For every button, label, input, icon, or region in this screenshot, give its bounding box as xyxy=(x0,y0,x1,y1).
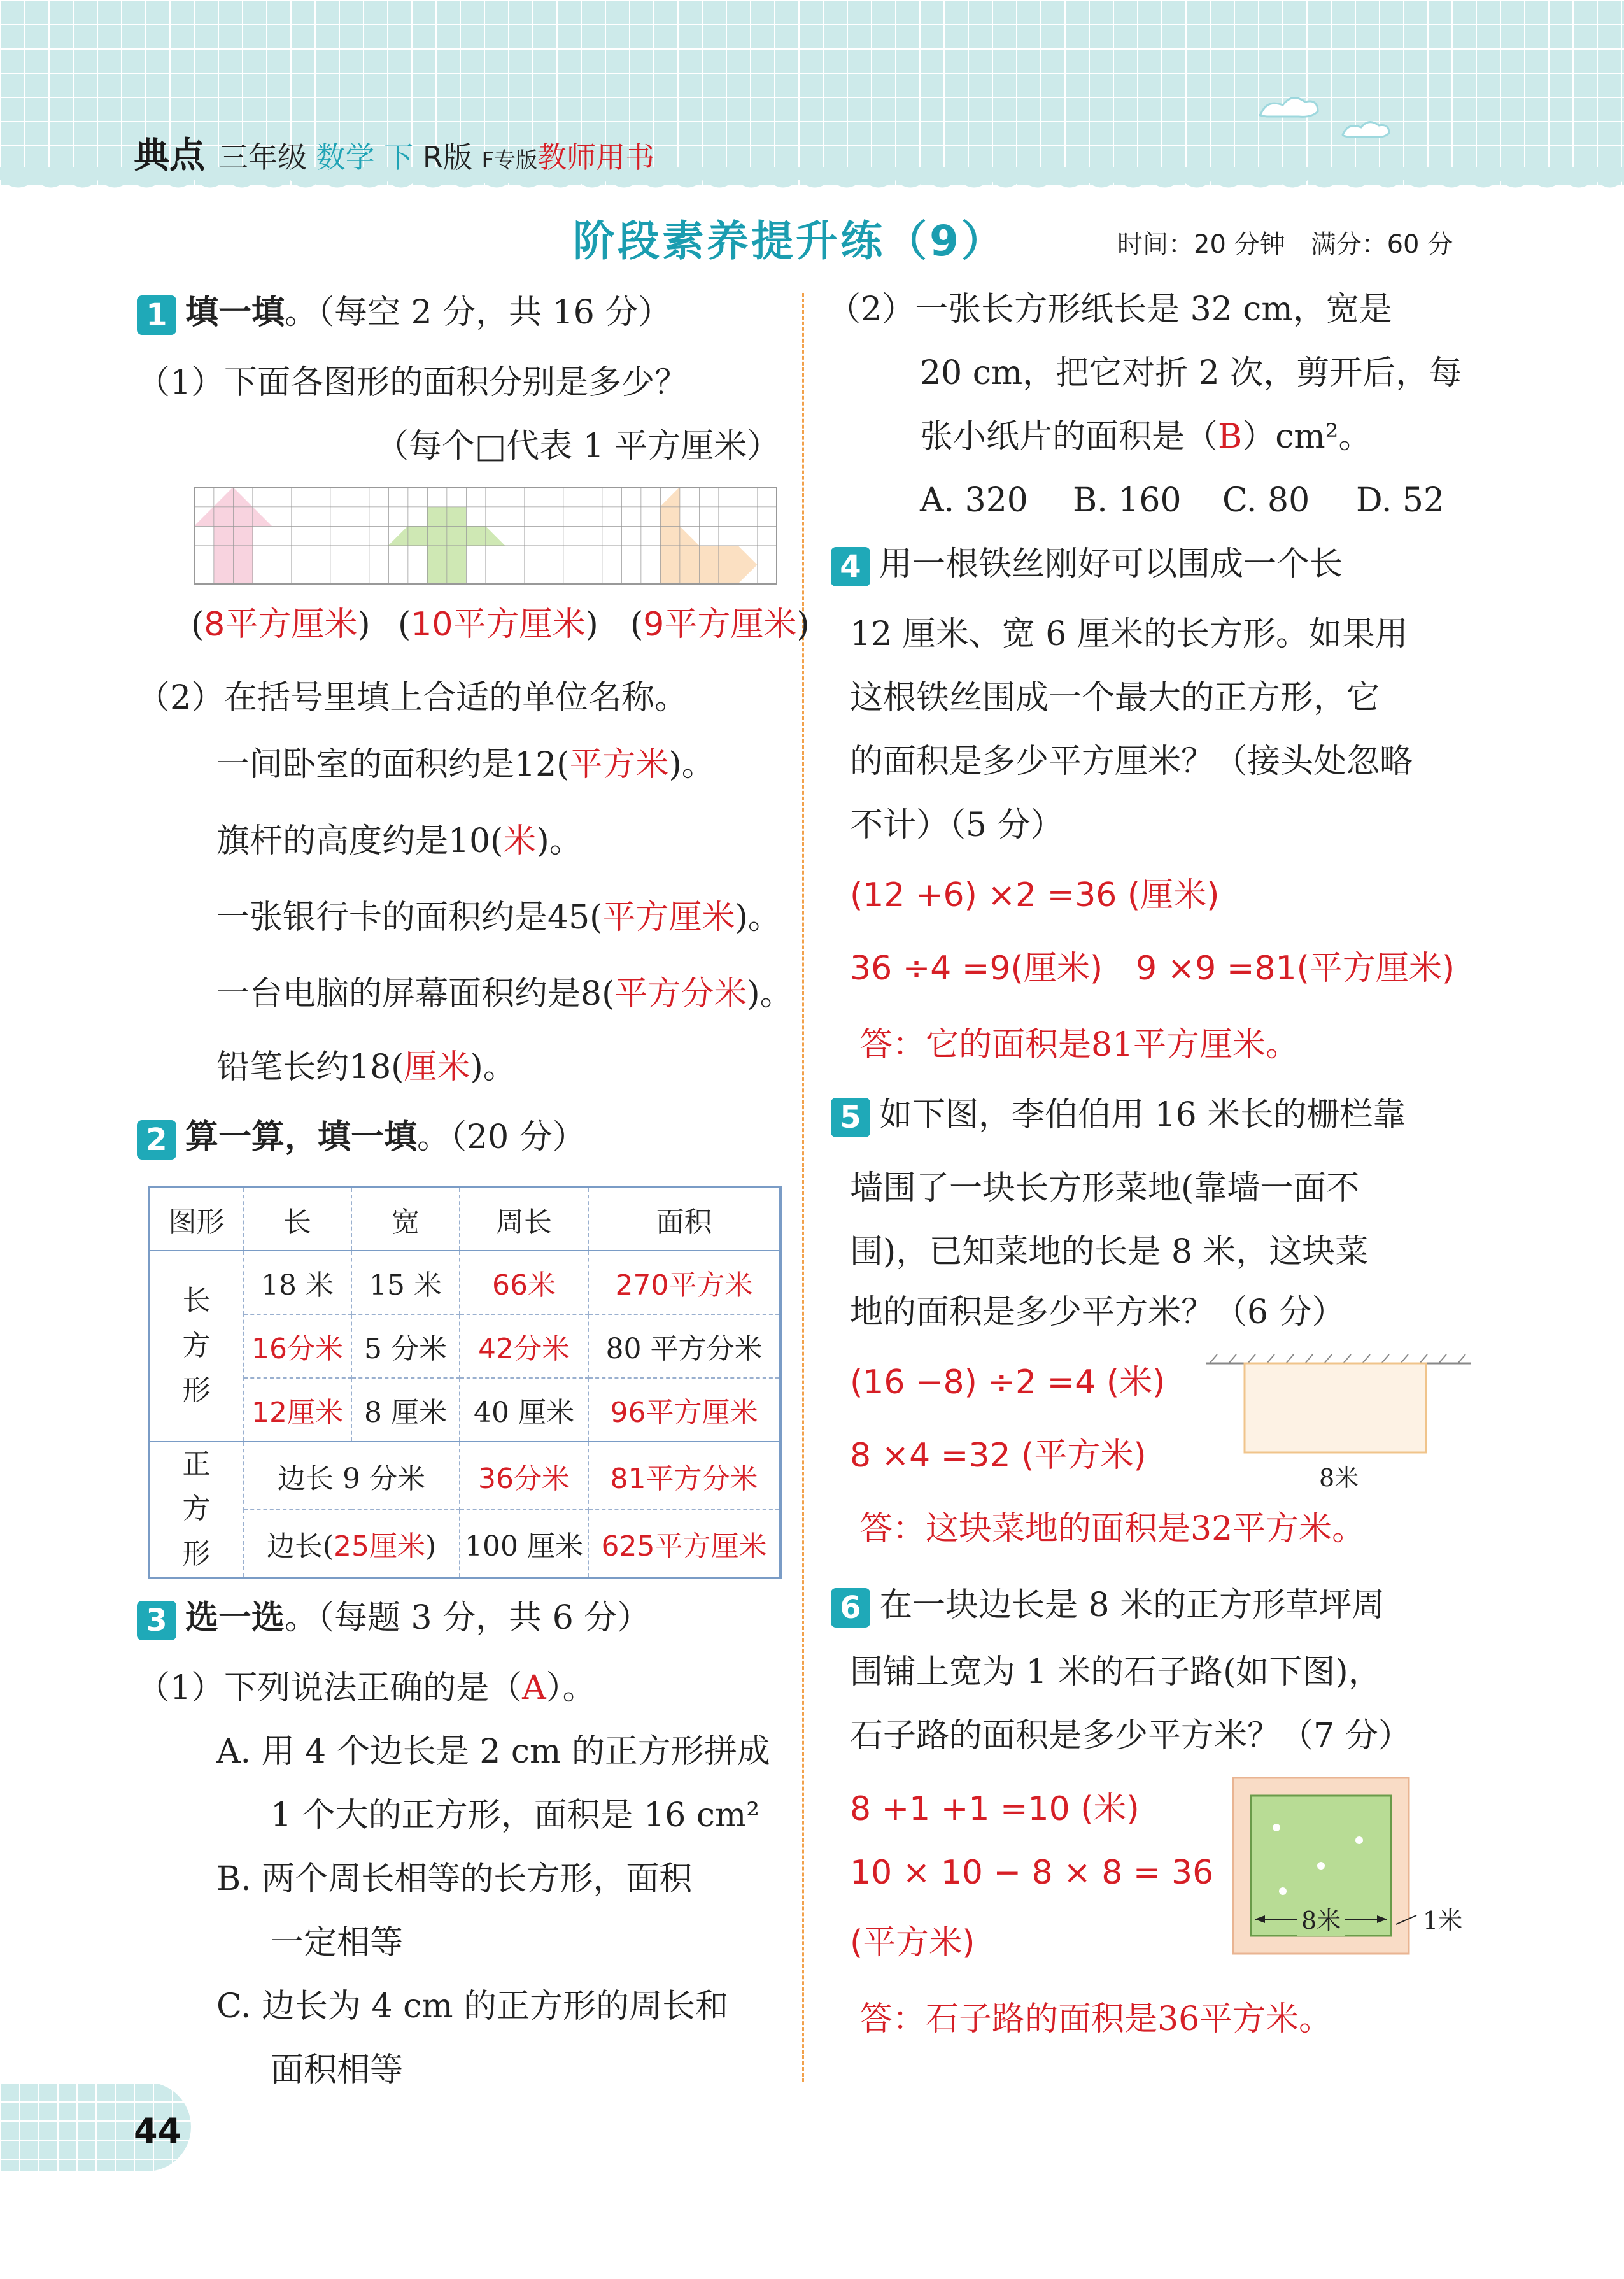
table-header: 宽 xyxy=(351,1187,460,1251)
q4-heading xyxy=(831,544,1343,586)
q1-score: 。（每空 2 分，共 16 分） xyxy=(285,294,672,332)
q6-answer: 答：石子路的面积是36平方米。 xyxy=(859,2000,1332,2038)
q3-sub2-option-c: C. 80 xyxy=(1222,481,1310,520)
q1-sub1: （1）下面各图形的面积分别是多少？ xyxy=(137,364,688,402)
q3-number: 3 xyxy=(137,1601,176,1640)
q3-sub2-option-a: A. 320 xyxy=(920,481,1028,520)
q6-text-line: 围铺上宽为 1 米的石子路(如下图)， xyxy=(850,1653,1381,1691)
q5-text-line: 地的面积是多少平方米？（6 分） xyxy=(850,1293,1345,1331)
table-cell: 40 厘米 xyxy=(460,1378,588,1442)
q3-option-b-cont: 一定相等 xyxy=(271,1924,404,1962)
q1-sub1-note: （每个□代表 1 平方厘米） xyxy=(376,427,780,465)
q4-number: 4 xyxy=(831,547,870,586)
q1-heading xyxy=(137,293,671,335)
unit-line-4: 一台电脑的屏幕面积约是8(平方分米)。 xyxy=(216,975,793,1013)
table-header: 图形 xyxy=(149,1187,243,1251)
q3-sub2-option-b: B. 160 xyxy=(1073,481,1182,520)
q2-title: 算一算，填一填 xyxy=(185,1118,418,1156)
q4-answer: 答：它的面积是81平方厘米。 xyxy=(859,1026,1299,1064)
unit-line-1: 一间卧室的面积约是12(平方米)。 xyxy=(216,746,715,784)
q3-title: 选一选 xyxy=(185,1599,285,1637)
table-cell-answer: 96平方厘米 xyxy=(588,1378,780,1442)
table-cell-answer: 81平方分米 xyxy=(588,1442,780,1510)
subject-label: 数学 下 xyxy=(316,140,414,174)
table-cell: 100 厘米 xyxy=(460,1510,588,1578)
lawn-side-label: 8米 xyxy=(1297,1901,1345,1936)
path-width-label: 1米 xyxy=(1423,1906,1463,1935)
page-title: 阶段素养提升练（9） xyxy=(573,217,1006,266)
q4-text-line: 不计）（5 分） xyxy=(850,806,1064,844)
q4-text-line: 的面积是多少平方厘米？（接头处忽略 xyxy=(850,742,1413,781)
q3-score: 。（每题 3 分，共 6 分） xyxy=(285,1599,651,1637)
q6-solution-2: 10 × 10 − 8 × 8 = 36 xyxy=(850,1854,1214,1892)
table-header: 长 xyxy=(243,1187,351,1251)
q1-title: 填一填 xyxy=(185,294,285,332)
q5-text-line: 围)，已知菜地的长是 8 米，这块菜 xyxy=(850,1233,1369,1271)
table-cell: 8 厘米 xyxy=(351,1378,460,1442)
vegetable-garden-figure xyxy=(1203,1353,1477,1461)
q3-option-a-cont: 1 个大的正方形，面积是 16 cm² xyxy=(271,1796,760,1835)
q5-solution-1: (16 −8) ÷2 =4 (米) xyxy=(850,1363,1166,1402)
q3-option-a: A. 用 4 个边长是 2 cm 的正方形拼成 xyxy=(216,1733,770,1771)
table-cell-answer: 42分米 xyxy=(460,1314,588,1378)
table-cell-answer: 16分米 xyxy=(243,1314,351,1378)
rect-square-table xyxy=(148,1186,782,1579)
q6-solution-1: 8 +1 +1 =10 (米) xyxy=(850,1790,1140,1828)
table-cell-answer: 270平方米 xyxy=(588,1251,780,1314)
lawn-path-figure xyxy=(1232,1777,1423,1968)
table-cell-answer: 36分米 xyxy=(460,1442,588,1510)
q5-text-line: 墙围了一块长方形菜地(靠墙一面不 xyxy=(850,1169,1360,1207)
cloud-decoration-icon xyxy=(1248,89,1413,153)
book-header xyxy=(134,127,654,178)
q4-solution-2: 36 ÷4 =9(厘米) 9 ×9 =81(平方厘米) xyxy=(850,949,1455,988)
edition-label: R版 xyxy=(422,140,472,174)
row-label-rectangle: 长方形 xyxy=(149,1251,243,1442)
teacher-book-label: 教师用书 xyxy=(537,140,655,174)
grade-label: 三年级 xyxy=(219,140,307,174)
grid-shapes-figure xyxy=(194,487,780,592)
unit-line-5: 铅笔长约18(厘米)。 xyxy=(216,1048,516,1086)
q5-heading xyxy=(831,1095,1406,1137)
q6-heading xyxy=(831,1586,1385,1628)
q2-number: 2 xyxy=(137,1120,176,1160)
q3-sub2-option-d: D. 52 xyxy=(1356,481,1445,520)
q5-answer: 答：这块菜地的面积是32平方米。 xyxy=(859,1510,1366,1548)
page-number: 44 xyxy=(134,2111,182,2151)
special-edition-label: F专版 xyxy=(481,148,538,173)
q6-text-line: 在一块边长是 8 米的正方形草坪周 xyxy=(879,1586,1385,1624)
q3-sub2-line3: 张小纸片的面积是（B）cm²。 xyxy=(920,418,1372,456)
garden-length-label: 8米 xyxy=(1319,1464,1359,1492)
q3-sub2-line2: 20 cm，把它对折 2 次，剪开后，每 xyxy=(920,354,1462,392)
table-cell: 15 米 xyxy=(351,1251,460,1314)
q3-option-b: B. 两个周长相等的长方形，面积 xyxy=(216,1860,693,1898)
q1-number: 1 xyxy=(137,295,176,335)
q5-solution-2: 8 ×4 =32 (平方米) xyxy=(850,1437,1147,1475)
q4-text-line: 这根铁丝围成一个最大的正方形，它 xyxy=(850,679,1380,717)
q3-option-c-cont: 面积相等 xyxy=(271,2051,404,2089)
q6-solution-3: (平方米) xyxy=(850,1924,975,1962)
q3-sub2-line1: （2）一张长方形纸长是 32 cm，宽是 xyxy=(828,290,1392,329)
q5-number: 5 xyxy=(831,1098,870,1137)
brand-logo: 典点 xyxy=(134,135,205,176)
table-cell: 边长(25厘米) xyxy=(243,1510,460,1578)
q2-heading xyxy=(137,1118,586,1160)
q5-text-line: 如下图，李伯伯用 16 米长的栅栏靠 xyxy=(879,1096,1406,1134)
area-answer-1: (8平方厘米) xyxy=(191,606,371,644)
table-cell: 5 分米 xyxy=(351,1314,460,1378)
column-divider xyxy=(802,293,804,2082)
table-header: 周长 xyxy=(460,1187,588,1251)
table-cell-answer: 12厘米 xyxy=(243,1378,351,1442)
q3-heading xyxy=(137,1598,650,1640)
q6-text-line: 石子路的面积是多少平方米？（7 分） xyxy=(850,1717,1411,1755)
q3-sub1: （1）下列说法正确的是（A）。 xyxy=(137,1669,596,1707)
table-cell: 80 平方分米 xyxy=(588,1314,780,1378)
q4-solution-1: (12 +6) ×2 =36 (厘米) xyxy=(850,876,1220,914)
q3-option-c: C. 边长为 4 cm 的正方形的周长和 xyxy=(216,1987,729,2026)
row-label-square: 正方形 xyxy=(149,1442,243,1578)
q4-text-line: 12 厘米、宽 6 厘米的长方形。如果用 xyxy=(850,615,1408,653)
time-score-info: 时间：20 分钟 满分：60 分 xyxy=(1117,230,1453,259)
q2-score: 。（20 分） xyxy=(417,1118,586,1156)
q1-sub2: （2）在括号里填上合适的单位名称。 xyxy=(137,679,688,717)
table-cell: 边长 9 分米 xyxy=(243,1442,460,1510)
table-cell-answer: 625平方厘米 xyxy=(588,1510,780,1578)
q6-number: 6 xyxy=(831,1588,870,1628)
q4-text-line: 用一根铁丝刚好可以围成一个长 xyxy=(879,545,1343,583)
table-header: 面积 xyxy=(588,1187,780,1251)
area-answer-3: (9平方厘米) xyxy=(630,606,810,644)
table-cell-answer: 66米 xyxy=(460,1251,588,1314)
unit-line-3: 一张银行卡的面积约是45(平方厘米)。 xyxy=(216,898,781,937)
unit-line-2: 旗杆的高度约是10(米)。 xyxy=(216,822,583,860)
area-answer-2: (10平方厘米) xyxy=(398,606,598,644)
table-cell: 18 米 xyxy=(243,1251,351,1314)
